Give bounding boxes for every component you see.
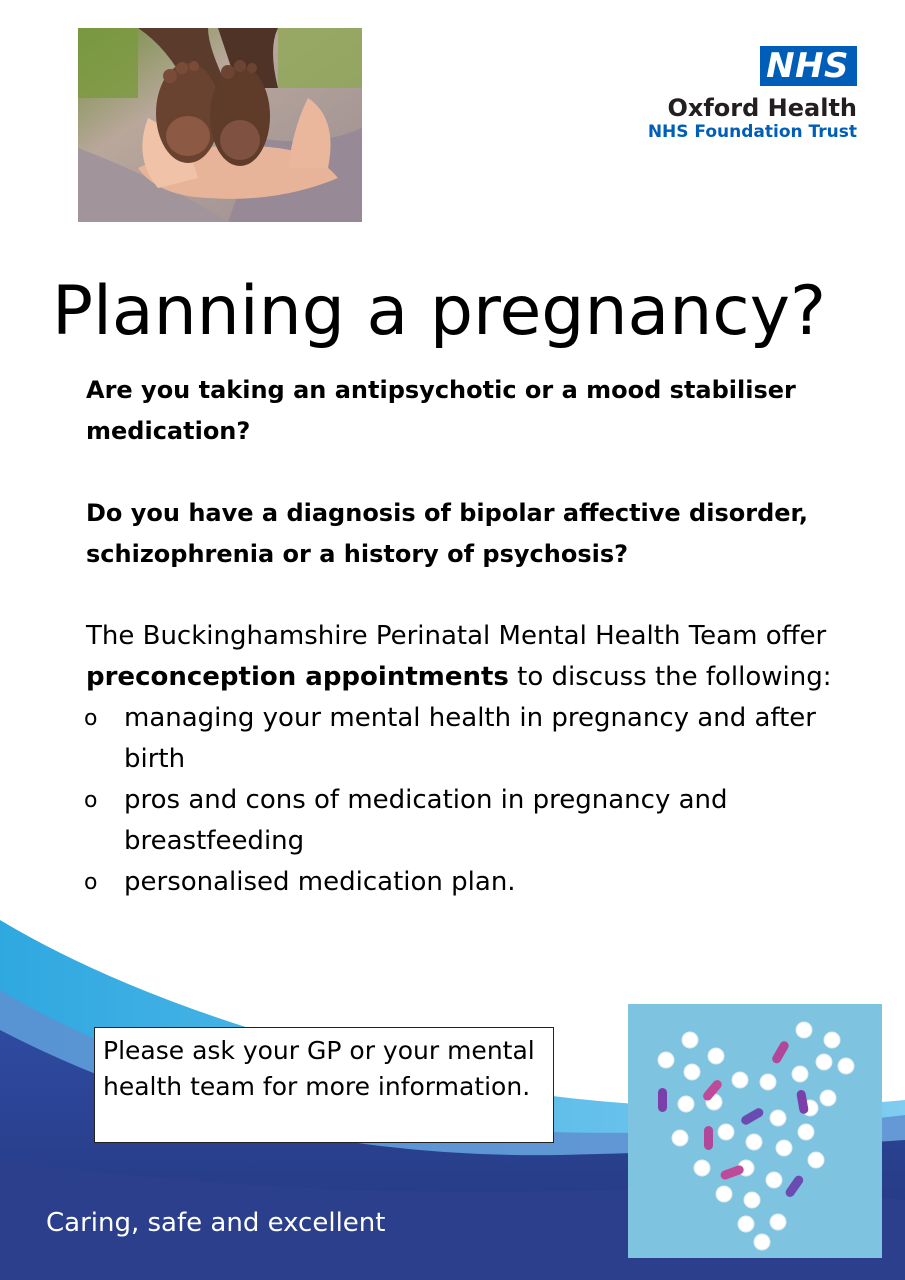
list-item	[84, 862, 874, 903]
org-name: Oxford Health	[667, 94, 857, 122]
bullet-marker: o	[84, 870, 98, 895]
nhs-logo	[648, 46, 857, 142]
main-content	[86, 370, 876, 903]
org-subtitle: NHS Foundation Trust	[647, 122, 857, 142]
baby-feet-photo	[78, 28, 362, 222]
bullet-marker: o	[84, 788, 98, 813]
list-item-text: personalised medication plan.	[124, 867, 516, 897]
info-box: Please ask your GP or your mental health team for more information.	[94, 1027, 554, 1143]
topics-list	[84, 698, 874, 903]
bullet-marker: o	[84, 706, 98, 731]
list-item	[84, 780, 874, 862]
list-item-text: managing your mental health in pregnancy and after birth	[124, 703, 816, 774]
page-title: Planning a pregnancy?	[52, 272, 827, 351]
question-diagnosis: Do you have a diagnosis of bipolar affective disorder, schizophrenia or a history of psychosis?	[86, 499, 808, 568]
list-item-text: pros and cons of medication in pregnancy and breastfeeding	[124, 785, 728, 856]
intro-text-end: to discuss the following:	[508, 662, 832, 692]
intro-paragraph	[86, 616, 876, 698]
nhs-badge: NHS	[760, 46, 857, 86]
list-item	[84, 698, 874, 780]
pills-heart-photo	[628, 1004, 882, 1258]
intro-bold-text: preconception appointments	[86, 662, 509, 692]
tagline: Caring, safe and excellent	[46, 1208, 386, 1238]
intro-text-start: The Buckinghamshire Perinatal Mental Health Team offer	[86, 621, 827, 651]
question-medication: Are you taking an antipsychotic or a mood stabiliser medication?	[86, 376, 796, 445]
